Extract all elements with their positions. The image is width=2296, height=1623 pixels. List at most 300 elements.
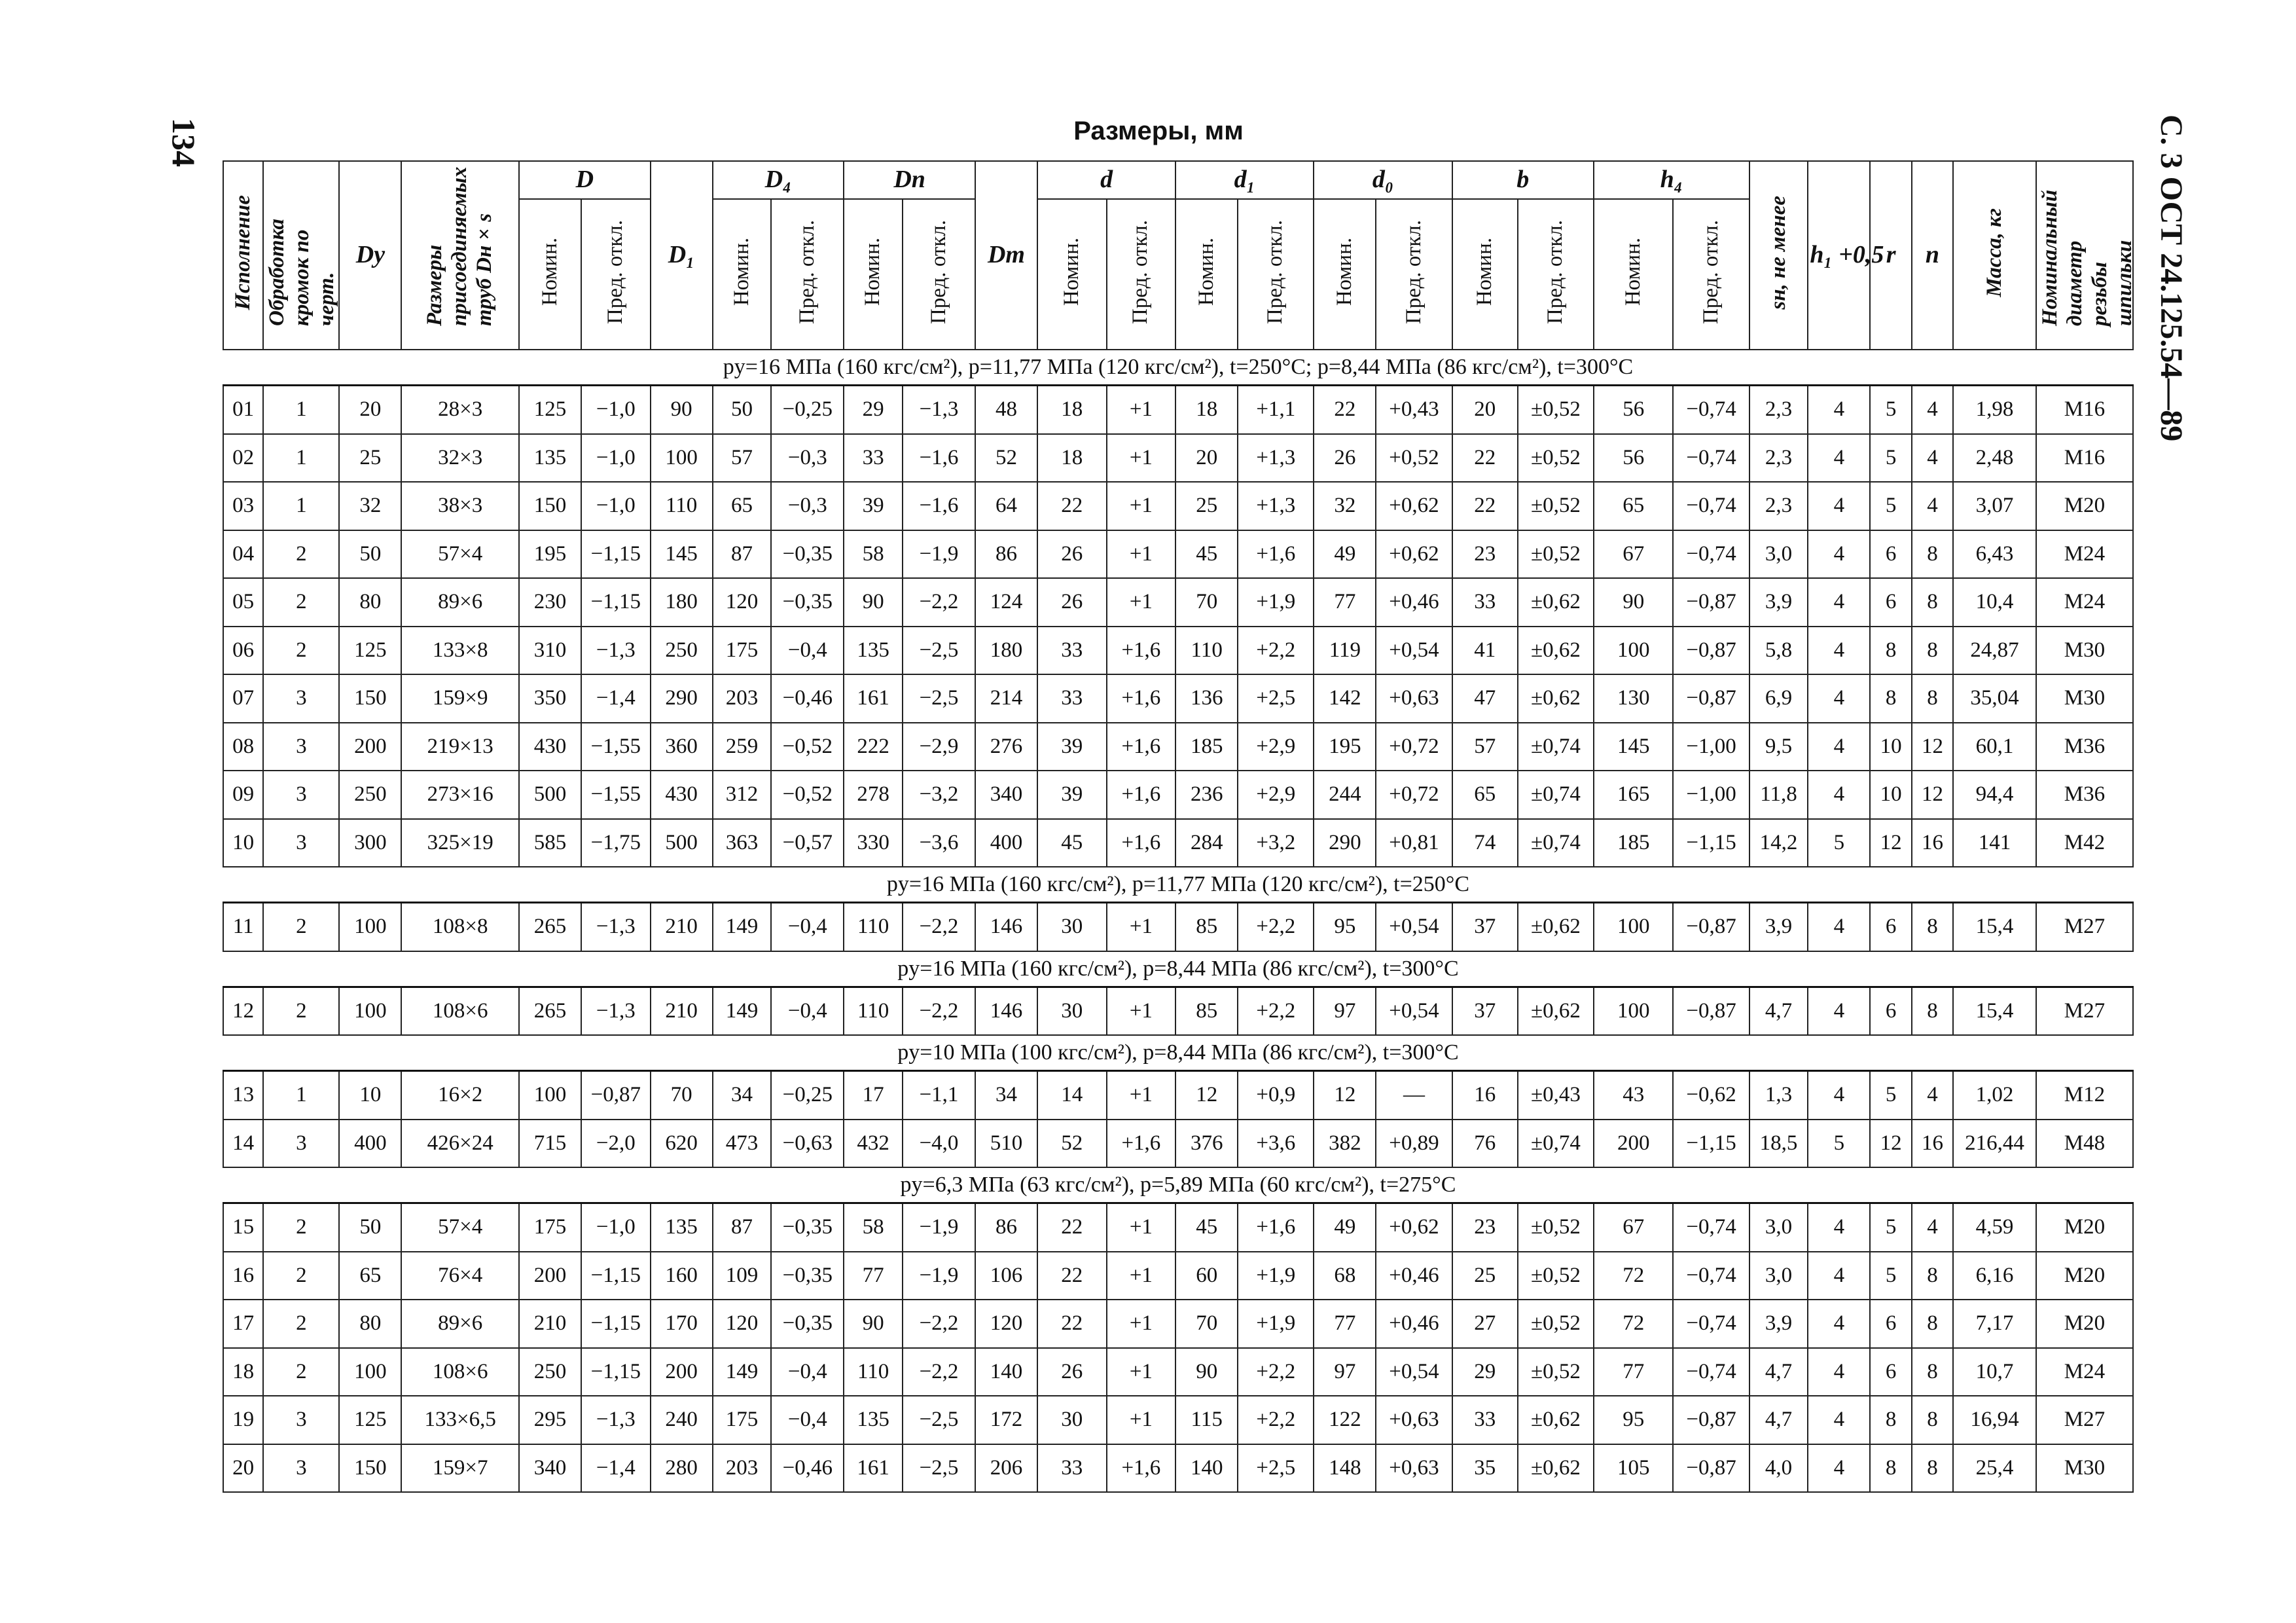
table-cell: 68: [1314, 1252, 1376, 1300]
table-cell: −1,75: [581, 819, 651, 867]
table-cell: 15,4: [1953, 903, 2036, 951]
col-D-otkl: Пред. откл.: [581, 199, 651, 350]
table-cell: 2: [263, 530, 339, 579]
table-cell: −2,2: [903, 1300, 975, 1348]
table-cell: +1,3: [1238, 482, 1314, 530]
table-cell: 3: [263, 1120, 339, 1168]
table-cell: +1: [1107, 434, 1176, 483]
table-cell: 376: [1175, 1120, 1238, 1168]
table-cell: 3: [263, 1396, 339, 1444]
table-cell: 340: [975, 771, 1037, 819]
table-cell: 4: [1808, 578, 1870, 627]
col-h1: h₁ +0,5: [1808, 161, 1870, 350]
table-cell: 97: [1314, 1348, 1376, 1396]
table-cell: −0,4: [771, 1396, 844, 1444]
table-cell: 125: [339, 1396, 401, 1444]
group-d: d: [1037, 161, 1175, 199]
table-row: [223, 819, 2133, 867]
table-cell: +1,3: [1238, 434, 1314, 483]
table-cell: 203: [713, 1444, 772, 1493]
table-cell: ±0,52: [1518, 386, 1594, 434]
condition-text: pу=10 МПа (100 кгс/см²), p=8,44 МПа (86 кгс/см²), t=300°С: [223, 1035, 2133, 1071]
table-header: [223, 161, 2136, 350]
table-cell: 206: [975, 1444, 1037, 1493]
table-cell: 12: [1870, 819, 1911, 867]
table-cell: 4: [1808, 386, 1870, 434]
table-cell: 18: [223, 1348, 263, 1396]
table-row: [223, 1396, 2133, 1444]
table-cell: 25,4: [1953, 1444, 2036, 1493]
table-cell: −0,46: [771, 1444, 844, 1493]
table-cell: +1: [1107, 987, 1176, 1035]
table-cell: 8: [1912, 530, 1953, 579]
table-cell: 135: [844, 627, 903, 675]
condition-row: [223, 1167, 2133, 1203]
table-cell: ±0,52: [1518, 482, 1594, 530]
table-cell: +0,46: [1376, 1252, 1452, 1300]
table-row: [223, 1444, 2133, 1493]
table-cell: +0,52: [1376, 434, 1452, 483]
table-cell: 29: [844, 386, 903, 434]
table-cell: +3,2: [1238, 819, 1314, 867]
table-cell: 120: [713, 578, 772, 627]
table-cell: 50: [339, 1203, 401, 1252]
table-cell: 7,17: [1953, 1300, 2036, 1348]
table-cell: 4: [1912, 386, 1953, 434]
table-row: [223, 627, 2133, 675]
table-cell: 48: [975, 386, 1037, 434]
table-cell: 135: [519, 434, 581, 483]
table-cell: 33: [1037, 1444, 1107, 1493]
table-cell: 172: [975, 1396, 1037, 1444]
table-cell: −1,3: [581, 627, 651, 675]
table-cell: M30: [2036, 1444, 2133, 1493]
table-cell: 2: [263, 1300, 339, 1348]
table-cell: 150: [519, 482, 581, 530]
table-cell: −0,57: [771, 819, 844, 867]
table-cell: 77: [1314, 1300, 1376, 1348]
table-cell: 210: [651, 987, 713, 1035]
table-cell: −0,74: [1673, 434, 1749, 483]
table-row: [223, 987, 2133, 1035]
table-cell: 620: [651, 1120, 713, 1168]
condition-text: pу=16 МПа (160 кгс/см²), p=8,44 МПа (86 кгс/см²), t=300°С: [223, 951, 2133, 987]
table-cell: 430: [519, 723, 581, 771]
table-cell: ±0,74: [1518, 1120, 1594, 1168]
table-cell: M24: [2036, 578, 2133, 627]
table-cell: 1: [263, 434, 339, 483]
table-cell: −1,15: [581, 1252, 651, 1300]
table-cell: 65: [339, 1252, 401, 1300]
table-cell: 70: [651, 1071, 713, 1120]
table-cell: 30: [1037, 987, 1107, 1035]
col-obrabotka: Обработка кромок по черт.: [263, 161, 339, 350]
table-cell: 10: [339, 1071, 401, 1120]
table-cell: −0,87: [1673, 578, 1749, 627]
condition-row: [223, 951, 2133, 987]
table-cell: 142: [1314, 674, 1376, 723]
table-cell: 16×2: [401, 1071, 519, 1120]
table-cell: 585: [519, 819, 581, 867]
table-cell: 06: [223, 627, 263, 675]
table-cell: 108×6: [401, 987, 519, 1035]
table-cell: 77: [844, 1252, 903, 1300]
table-cell: 8: [1912, 578, 1953, 627]
table-cell: +0,54: [1376, 903, 1452, 951]
table-cell: −0,74: [1673, 1348, 1749, 1396]
table-cell: 5: [1870, 1203, 1911, 1252]
table-cell: 72: [1594, 1300, 1673, 1348]
table-cell: 426×24: [401, 1120, 519, 1168]
table-cell: 119: [1314, 627, 1376, 675]
table-cell: −2,9: [903, 723, 975, 771]
table-cell: 175: [713, 1396, 772, 1444]
table-cell: 22: [1037, 1300, 1107, 1348]
table-cell: 284: [1175, 819, 1238, 867]
table-cell: 4: [1912, 1071, 1953, 1120]
table-cell: 4: [1808, 723, 1870, 771]
table-cell: M30: [2036, 627, 2133, 675]
table-cell: +0,62: [1376, 530, 1452, 579]
table-cell: 76: [1452, 1120, 1518, 1168]
table-cell: 4: [1808, 1300, 1870, 1348]
table-cell: 250: [651, 627, 713, 675]
table-cell: 90: [651, 386, 713, 434]
table-cell: 110: [844, 903, 903, 951]
table-cell: +1: [1107, 1300, 1176, 1348]
table-cell: 90: [1594, 578, 1673, 627]
table-cell: 10: [1870, 771, 1911, 819]
table-cell: 125: [339, 627, 401, 675]
table-cell: 24,87: [1953, 627, 2036, 675]
table-cell: 90: [844, 578, 903, 627]
col-b-nom: Номин.: [1452, 199, 1518, 350]
table-cell: 17: [223, 1300, 263, 1348]
table-cell: −0,52: [771, 771, 844, 819]
table-row: [223, 1120, 2133, 1168]
table-cell: 4: [1808, 987, 1870, 1035]
table-row: [223, 530, 2133, 579]
table-cell: −2,5: [903, 627, 975, 675]
table-cell: 14,2: [1749, 819, 1808, 867]
table-cell: 4: [1808, 1396, 1870, 1444]
table-cell: 65: [1594, 482, 1673, 530]
table-cell: 180: [651, 578, 713, 627]
table-cell: 4,59: [1953, 1203, 2036, 1252]
table-cell: 2: [263, 1348, 339, 1396]
table-cell: 57: [713, 434, 772, 483]
table-cell: 6: [1870, 903, 1911, 951]
table-cell: −0,62: [1673, 1071, 1749, 1120]
table-cell: +1,6: [1238, 1203, 1314, 1252]
table-cell: 146: [975, 987, 1037, 1035]
table-cell: −0,35: [771, 578, 844, 627]
group-d1: d₁: [1175, 161, 1314, 199]
table-cell: 8: [1912, 1252, 1953, 1300]
table-cell: M24: [2036, 530, 2133, 579]
table-cell: 141: [1953, 819, 2036, 867]
table-cell: 1,02: [1953, 1071, 2036, 1120]
table-cell: 210: [651, 903, 713, 951]
table-cell: 14: [1037, 1071, 1107, 1120]
table-cell: −1,4: [581, 674, 651, 723]
table-cell: 12: [223, 987, 263, 1035]
table-cell: +2,2: [1238, 1348, 1314, 1396]
table-cell: −1,15: [581, 530, 651, 579]
table-cell: 278: [844, 771, 903, 819]
col-d1-nom: Номин.: [1175, 199, 1238, 350]
table-cell: 160: [651, 1252, 713, 1300]
table-cell: 273×16: [401, 771, 519, 819]
table-cell: 146: [975, 903, 1037, 951]
col-d-otkl: Пред. откл.: [1107, 199, 1176, 350]
table-cell: 4,0: [1749, 1444, 1808, 1493]
table-cell: 56: [1594, 386, 1673, 434]
col-ispolnenie: Исполнение: [223, 161, 263, 350]
table-cell: 50: [339, 530, 401, 579]
table-cell: 100: [651, 434, 713, 483]
table-cell: ±0,74: [1518, 723, 1594, 771]
table-cell: 4,7: [1749, 1396, 1808, 1444]
table-cell: 16: [1912, 1120, 1953, 1168]
table-cell: 432: [844, 1120, 903, 1168]
table-cell: 02: [223, 434, 263, 483]
table-cell: 430: [651, 771, 713, 819]
table-cell: −1,15: [1673, 819, 1749, 867]
condition-text: pу=6,3 МПа (63 кгс/см²), p=5,89 МПа (60 кгс/см²), t=275°С: [223, 1167, 2133, 1203]
table-cell: 8: [1912, 903, 1953, 951]
table-cell: 5: [1808, 819, 1870, 867]
table-cell: −0,4: [771, 1348, 844, 1396]
table-cell: −0,74: [1673, 1252, 1749, 1300]
table-cell: 95: [1594, 1396, 1673, 1444]
table-cell: 5: [1808, 1120, 1870, 1168]
table-cell: −0,74: [1673, 1203, 1749, 1252]
table-cell: 94,4: [1953, 771, 2036, 819]
col-b-otkl: Пред. откл.: [1518, 199, 1594, 350]
table-cell: 04: [223, 530, 263, 579]
table-cell: 22: [1037, 1252, 1107, 1300]
table-cell: 20: [339, 386, 401, 434]
table-cell: 124: [975, 578, 1037, 627]
table-cell: 145: [1594, 723, 1673, 771]
table-cell: 41: [1452, 627, 1518, 675]
table-cell: −2,5: [903, 1396, 975, 1444]
table-cell: 110: [651, 482, 713, 530]
table-cell: −1,3: [581, 987, 651, 1035]
table-cell: 30: [1037, 903, 1107, 951]
table-cell: 70: [1175, 578, 1238, 627]
running-head: С. 3 ОСТ 24.125.54—89: [2154, 115, 2189, 442]
col-d0-nom: Номин.: [1314, 199, 1376, 350]
table-cell: 38×3: [401, 482, 519, 530]
table-body: [223, 350, 2133, 1492]
table-cell: 67: [1594, 530, 1673, 579]
table-cell: 30: [1037, 1396, 1107, 1444]
table-cell: 12: [1314, 1071, 1376, 1120]
table-cell: M24: [2036, 1348, 2133, 1396]
table-cell: M27: [2036, 903, 2133, 951]
table-cell: 140: [975, 1348, 1037, 1396]
table-cell: 11: [223, 903, 263, 951]
table-cell: 200: [651, 1348, 713, 1396]
table-cell: +0,63: [1376, 674, 1452, 723]
table-cell: 5: [1870, 482, 1911, 530]
table-cell: M20: [2036, 1203, 2133, 1252]
table-cell: 49: [1314, 1203, 1376, 1252]
table-cell: +1,6: [1107, 1120, 1176, 1168]
table-cell: −1,6: [903, 434, 975, 483]
table-cell: −1,0: [581, 1203, 651, 1252]
table-cell: 363: [713, 819, 772, 867]
table-cell: −0,87: [1673, 674, 1749, 723]
table-cell: 3,9: [1749, 1300, 1808, 1348]
table-cell: −2,2: [903, 578, 975, 627]
table-cell: −0,25: [771, 386, 844, 434]
table-cell: 8: [1912, 674, 1953, 723]
table-cell: 5: [1870, 1071, 1911, 1120]
table-cell: +1: [1107, 1203, 1176, 1252]
table-cell: 108×8: [401, 903, 519, 951]
table-cell: 4: [1808, 482, 1870, 530]
table-cell: +1: [1107, 530, 1176, 579]
table-cell: +0,62: [1376, 1203, 1452, 1252]
table-cell: 22: [1452, 482, 1518, 530]
table-cell: 05: [223, 578, 263, 627]
table-cell: +1: [1107, 1348, 1176, 1396]
table-cell: 52: [1037, 1120, 1107, 1168]
table-cell: 22: [1037, 1203, 1107, 1252]
table-cell: 250: [339, 771, 401, 819]
table-row: [223, 1252, 2133, 1300]
table-cell: M27: [2036, 1396, 2133, 1444]
dimensions-table: [223, 160, 2134, 1493]
table-cell: 5,8: [1749, 627, 1808, 675]
table-cell: 2,3: [1749, 386, 1808, 434]
table-cell: 33: [1452, 578, 1518, 627]
table-cell: −1,55: [581, 771, 651, 819]
table-cell: 161: [844, 1444, 903, 1493]
table-cell: 22: [1037, 482, 1107, 530]
table-cell: −1,1: [903, 1071, 975, 1120]
table-cell: 14: [223, 1120, 263, 1168]
table-cell: −0,4: [771, 627, 844, 675]
table-cell: 90: [844, 1300, 903, 1348]
table-cell: 6: [1870, 1300, 1911, 1348]
table-cell: −3,6: [903, 819, 975, 867]
table-cell: −1,15: [581, 578, 651, 627]
table-cell: 300: [339, 819, 401, 867]
table-cell: 70: [1175, 1300, 1238, 1348]
table-cell: ±0,62: [1518, 903, 1594, 951]
group-Dp: Dп: [844, 161, 975, 199]
table-cell: ±0,62: [1518, 627, 1594, 675]
table-cell: 159×7: [401, 1444, 519, 1493]
table-cell: 16,94: [1953, 1396, 2036, 1444]
table-cell: 122: [1314, 1396, 1376, 1444]
table-cell: 200: [1594, 1120, 1673, 1168]
table-cell: 35: [1452, 1444, 1518, 1493]
group-D: D: [519, 161, 651, 199]
table-cell: 290: [1314, 819, 1376, 867]
table-cell: 8: [1912, 1348, 1953, 1396]
table-cell: −0,87: [1673, 1444, 1749, 1493]
table-cell: 19: [223, 1396, 263, 1444]
table-cell: 3,9: [1749, 903, 1808, 951]
table-cell: 219×13: [401, 723, 519, 771]
table-cell: −1,9: [903, 1252, 975, 1300]
table-cell: 56: [1594, 434, 1673, 483]
condition-text: pу=16 МПа (160 кгс/см²), p=11,77 МПа (120 кгс/см²), t=250°С; p=8,44 МПа (86 кгс/см²), t=300°С: [223, 350, 2133, 386]
table-cell: 136: [1175, 674, 1238, 723]
table-cell: −0,87: [1673, 1396, 1749, 1444]
table-cell: 18: [1037, 434, 1107, 483]
table-cell: 108×6: [401, 1348, 519, 1396]
table-cell: +0,62: [1376, 482, 1452, 530]
table-cell: 250: [519, 1348, 581, 1396]
table-row: [223, 1348, 2133, 1396]
table-cell: 3,0: [1749, 1252, 1808, 1300]
col-Dp-nom: Номин.: [844, 199, 903, 350]
table-cell: 106: [975, 1252, 1037, 1300]
table-cell: +1,6: [1107, 1444, 1176, 1493]
table-cell: 52: [975, 434, 1037, 483]
table-cell: M20: [2036, 482, 2133, 530]
table-cell: 03: [223, 482, 263, 530]
table-cell: 01: [223, 386, 263, 434]
table-cell: 32: [1314, 482, 1376, 530]
table-row: [223, 482, 2133, 530]
table-cell: 350: [519, 674, 581, 723]
table-cell: 3: [263, 1444, 339, 1493]
table-cell: 26: [1314, 434, 1376, 483]
table-cell: 5: [1870, 1252, 1911, 1300]
table-cell: 125: [519, 386, 581, 434]
table-cell: 12: [1870, 1120, 1911, 1168]
table-cell: +2,9: [1238, 771, 1314, 819]
table-cell: 100: [339, 903, 401, 951]
table-cell: 2,48: [1953, 434, 2036, 483]
table-cell: +0,9: [1238, 1071, 1314, 1120]
table-cell: 12: [1912, 723, 1953, 771]
table-cell: 140: [1175, 1444, 1238, 1493]
table-cell: M20: [2036, 1252, 2133, 1300]
table-cell: 25: [339, 434, 401, 483]
table-cell: 8: [1870, 1444, 1911, 1493]
table-cell: 15: [223, 1203, 263, 1252]
table-cell: +0,72: [1376, 723, 1452, 771]
table-cell: +3,6: [1238, 1120, 1314, 1168]
table-row: [223, 903, 2133, 951]
table-cell: 150: [339, 674, 401, 723]
table-cell: 400: [339, 1120, 401, 1168]
table-cell: 3,9: [1749, 578, 1808, 627]
table-cell: 72: [1594, 1252, 1673, 1300]
table-cell: 89×6: [401, 1300, 519, 1348]
table-cell: 45: [1175, 1203, 1238, 1252]
table-cell: −1,15: [581, 1300, 651, 1348]
col-n: n: [1912, 161, 1953, 350]
table-cell: 74: [1452, 819, 1518, 867]
table-cell: +0,63: [1376, 1396, 1452, 1444]
table-cell: 4: [1912, 1203, 1953, 1252]
table-cell: −0,74: [1673, 530, 1749, 579]
table-cell: 28×3: [401, 386, 519, 434]
table-cell: 6: [1870, 530, 1911, 579]
table-cell: 17: [844, 1071, 903, 1120]
table-cell: −1,00: [1673, 723, 1749, 771]
table-cell: 500: [651, 819, 713, 867]
